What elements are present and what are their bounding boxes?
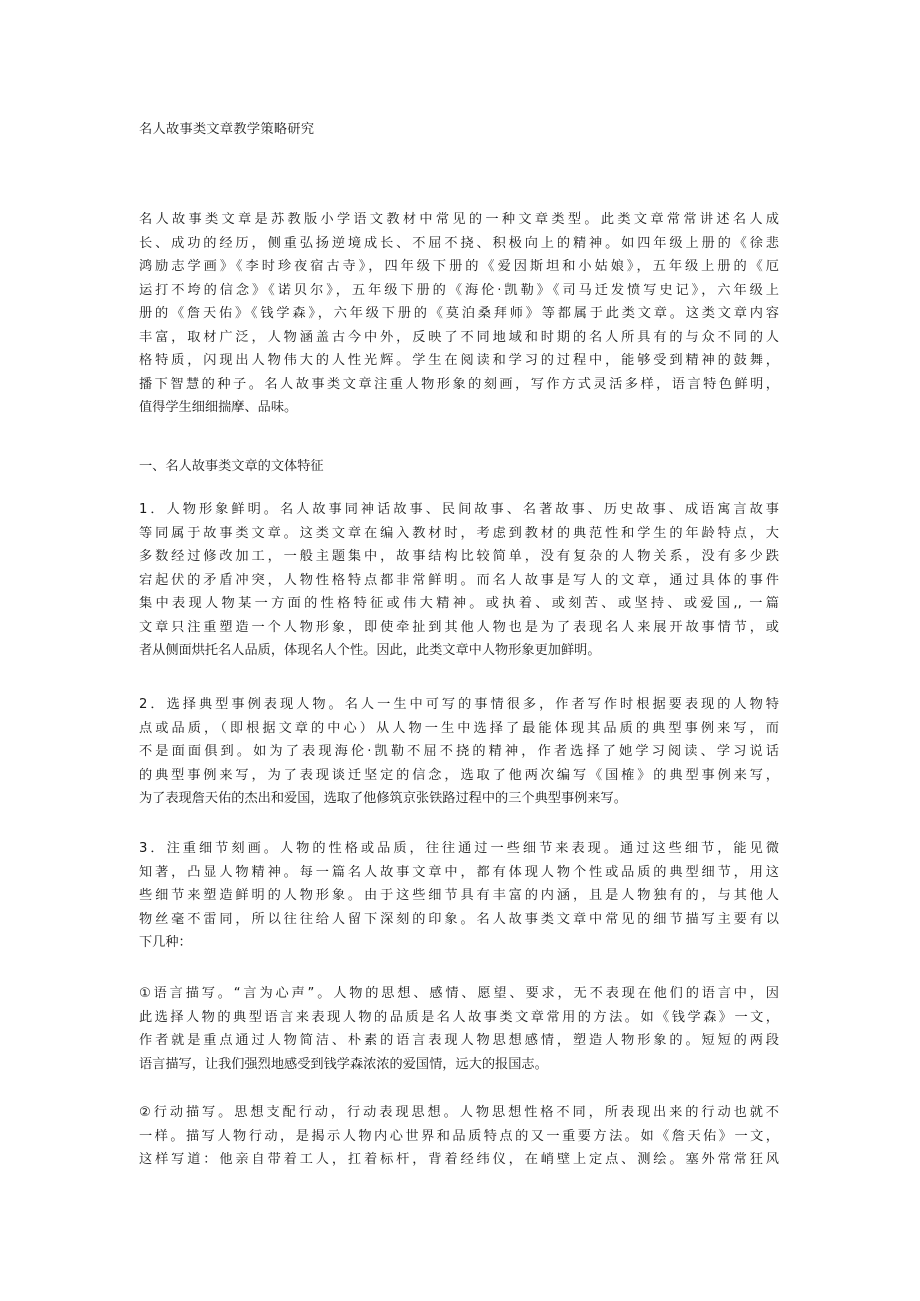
text-line: 集中表现人物某一方面的性格特征或伟大精神。或执着、或刻苦、或坚持、或爱国,, 一篇: [139, 596, 779, 611]
text-line: 宕起伏的矛盾冲突，人物性格特点都非常鲜明。而名人故事是写人的文章，通过具体的事件: [139, 572, 779, 588]
text-line: 1．人物形象鲜明。名人故事同神话故事、民间故事、名著故事、历史故事、成语寓言故事: [139, 502, 779, 517]
point-1-paragraph: [139, 498, 779, 663]
text-line: 册的《詹天佑》《钱学森》，六年级下册的《莫泊桑拜师》等都属于此类文章。这类文章内容: [139, 306, 779, 321]
text-line: 一样。描写人物行动，是揭示人物内心世界和品质特点的又一重要方法。如《詹天佑》一文，: [139, 1128, 779, 1144]
item-2-paragraph: [139, 1101, 779, 1172]
text-line: ①语言描写。“言为心声”。人物的思想、感情、愿望、要求，无不表现在他们的语言中，因: [139, 986, 779, 1001]
point-3-paragraph: [139, 837, 779, 955]
point-2-paragraph: [139, 693, 779, 811]
text-line: 作者就是重点通过人物简洁、朴素的语言表现人物思想感情，塑造人物形象的。短短的两段: [139, 1033, 779, 1048]
text-line: 名人故事类文章是苏教版小学语文教材中常见的一种文章类型。此类文章常常讲述名人成: [139, 212, 779, 227]
text-line: 多数经过修改加工，一般主题集中，故事结构比较简单，没有复杂的人物关系，没有多少跌: [139, 549, 779, 564]
section-heading: 一、名人故事类文章的文体特征: [139, 459, 324, 474]
text-line: 播下智慧的种子。名人故事类文章注重人物形象的刻画，写作方式灵活多样，语言特色鲜明，: [139, 376, 779, 392]
text-line: 等同属于故事类文章。这类文章在编入教材时，考虑到教材的典范性和学生的年龄特点，大: [139, 525, 779, 541]
text-line: 物丝毫不雷同，所以往往给人留下深刻的印象。名人故事类文章中常见的细节描写主要有以: [139, 911, 779, 927]
text-line: 知著，凸显人物精神。每一篇名人故事文章中，都有体现人物个性或品质的典型细节，用这: [139, 864, 779, 880]
text-line: 点或品质，（即根据文章的中心）从人物一生中选择了最能体现其品质的典型事例来写，而: [139, 720, 779, 736]
text-line: 值得学生细细揣摩、品味。: [139, 400, 298, 415]
text-line: 2．选择典型事例表现人物。名人一生中可写的事情很多，作者写作时根据要表现的人物特: [139, 697, 779, 712]
text-line: 3．注重细节刻画。人物的性格或品质，往往通过一些细节来表现。通过这些细节，能见微: [139, 841, 779, 856]
text-line: 鸿励志学画》《李时珍夜宿古寺》，四年级下册的《爱因斯坦和小姑娘》，五年级上册的《厄: [139, 259, 779, 274]
text-line: 不是面面俱到。如为了表现海伦·凯勒不屈不挠的精神，作者选择了她学习阅读、学习说话: [139, 744, 779, 759]
text-line: 长、成功的经历，侧重弘扬逆境成长、不屈不挠、积极向上的精神。如四年级上册的《徐悲: [139, 235, 779, 251]
text-line: 这样写道：他亲自带着工人，扛着标杆，背着经纬仪，在峭壁上定点、测绘。塞外常常狂风: [139, 1152, 779, 1167]
text-line: 文章只注重塑造一个人物形象，即使牵扯到其他人物也是为了表现名人来展开故事情节，或: [139, 619, 779, 635]
text-line: 语言描写，让我们强烈地感受到钱学森浓浓的爱国情，远大的报国志。: [139, 1056, 548, 1072]
text-line: ②行动描写。思想支配行动，行动表现思想。人物思想性格不同，所表现出来的行动也就不: [139, 1105, 779, 1120]
text-line: 丰富，取材广泛，人物涵盖古今中外，反映了不同地域和时期的名人所具有的与众不同的人: [139, 329, 779, 345]
text-line: 为了表现詹天佑的杰出和爱国，选取了他修筑京张铁路过程中的三个典型事例来写。: [139, 791, 627, 806]
text-line: 下几种：: [139, 935, 192, 950]
document-title: 名人故事类文章教学策略研究: [139, 122, 315, 137]
text-line: 格特质，闪现出人物伟大的人性光辉。学生在阅读和学习的过程中，能够受到精神的鼓舞，: [139, 353, 779, 368]
intro-paragraph: [139, 208, 779, 420]
text-line: 些细节来塑造鲜明的人物形象。由于这些细节具有丰富的内涵，且是人物独有的，与其他人: [139, 888, 779, 903]
text-line: 此选择人物的典型语言来表现人物的品质是名人故事类文章常用的方法。如《钱学森》一文，: [139, 1009, 779, 1025]
text-line: 的典型事例来写，为了表现谈迁坚定的信念，选取了他两次编写《国榷》的典型事例来写，: [139, 767, 779, 783]
text-line: 运打不垮的信念》《诺贝尔》，五年级下册的《海伦·凯勒》《司马迁发愤写史记》，六年级上: [139, 282, 779, 298]
item-1-paragraph: [139, 982, 779, 1076]
text-line: 者从侧面烘托名人品质，体现名人个性。因此，此类文章中人物形象更加鲜明。: [139, 643, 601, 658]
